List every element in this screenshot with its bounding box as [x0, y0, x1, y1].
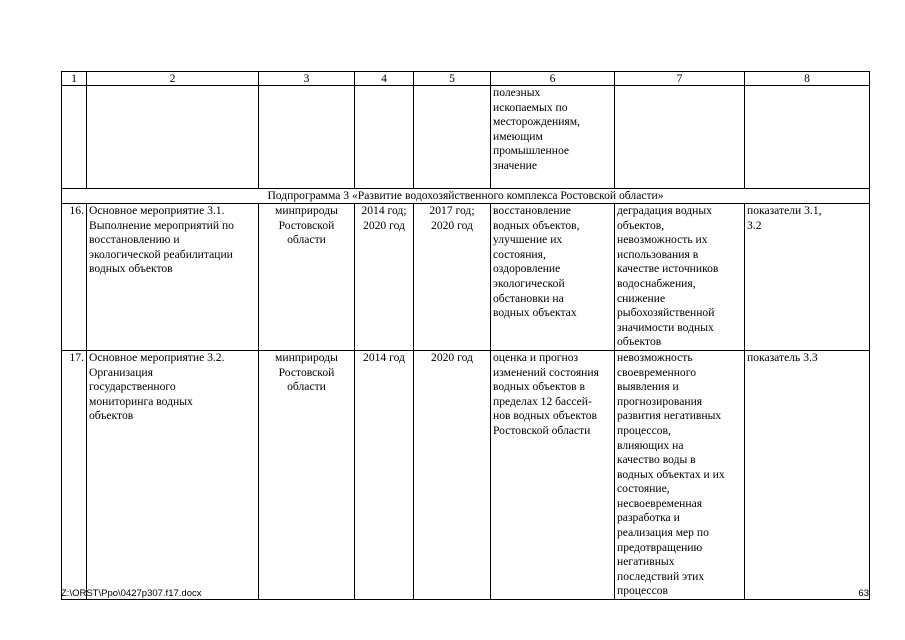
col-header-4: 4 — [355, 72, 414, 86]
indicators-cell: показатель 3.3 — [745, 350, 870, 599]
column-number-row — [62, 72, 870, 86]
table-row — [62, 350, 870, 599]
start-date-cell: 2014 год — [355, 350, 414, 599]
consequences-cell: деградация водных объектов, невозможность их использования в качестве источников водоснабжения, снижение рыбохозяйственной значимости водных объектов — [615, 204, 745, 351]
col-header-8: 8 — [745, 72, 870, 86]
subprogram-row — [62, 189, 870, 204]
start-date-cell: 2014 год; 2020 год — [355, 204, 414, 351]
footer-file-path: Z:\ORST\Ppo\0427p307.f17.docx — [61, 588, 202, 599]
result-cell: восстановление водных объектов, улучшение их состояния, оздоровление экологической обстановки на водных объектах — [491, 204, 615, 351]
col-header-3: 3 — [259, 72, 355, 86]
row-number: 16. — [62, 204, 87, 351]
cell-empty — [355, 86, 414, 189]
end-date-cell: 2020 год — [414, 350, 491, 599]
col-header-2: 2 — [87, 72, 259, 86]
measures-table — [61, 71, 870, 600]
table-row — [62, 204, 870, 351]
cell-empty — [62, 86, 87, 189]
result-cell: оценка и прогноз изменений состояния водных объектов в пределах 12 бассей- нов водных объектов Ростовской области — [491, 350, 615, 599]
footer-page-number: 63 — [858, 588, 869, 599]
row-number: 17. — [62, 350, 87, 599]
cell-empty — [615, 86, 745, 189]
cell-empty — [87, 86, 259, 189]
col-header-5: 5 — [414, 72, 491, 86]
cell-empty — [414, 86, 491, 189]
cell-empty — [259, 86, 355, 189]
executor-cell: минприроды Ростовской области — [259, 204, 355, 351]
subprogram-title: Подпрограмма 3 «Развитие водохозяйственного комплекса Ростовской области» — [62, 189, 870, 204]
col-header-1: 1 — [62, 72, 87, 86]
continuation-result-cell: полезных ископаемых по месторождениям, имеющим промышленное значение — [491, 86, 615, 189]
executor-cell: минприроды Ростовской области — [259, 350, 355, 599]
col-header-6: 6 — [491, 72, 615, 86]
indicators-cell: показатели 3.1, 3.2 — [745, 204, 870, 351]
end-date-cell: 2017 год; 2020 год — [414, 204, 491, 351]
continuation-row — [62, 86, 870, 189]
event-cell: Основное мероприятие 3.1. Выполнение мероприятий по восстановлению и экологической реабилитации водных объектов — [87, 204, 259, 351]
col-header-7: 7 — [615, 72, 745, 86]
cell-empty — [745, 86, 870, 189]
event-cell: Основное мероприятие 3.2. Организация государственного мониторинга водных объектов — [87, 350, 259, 599]
consequences-cell: невозможность своевременного выявления и прогнозирования развития негативных процессов, влияющих на качество воды в водных объектах и их состояние, несвоевременная разработка и реализация мер по предотвращению негативных последствий этих процессов — [615, 350, 745, 599]
